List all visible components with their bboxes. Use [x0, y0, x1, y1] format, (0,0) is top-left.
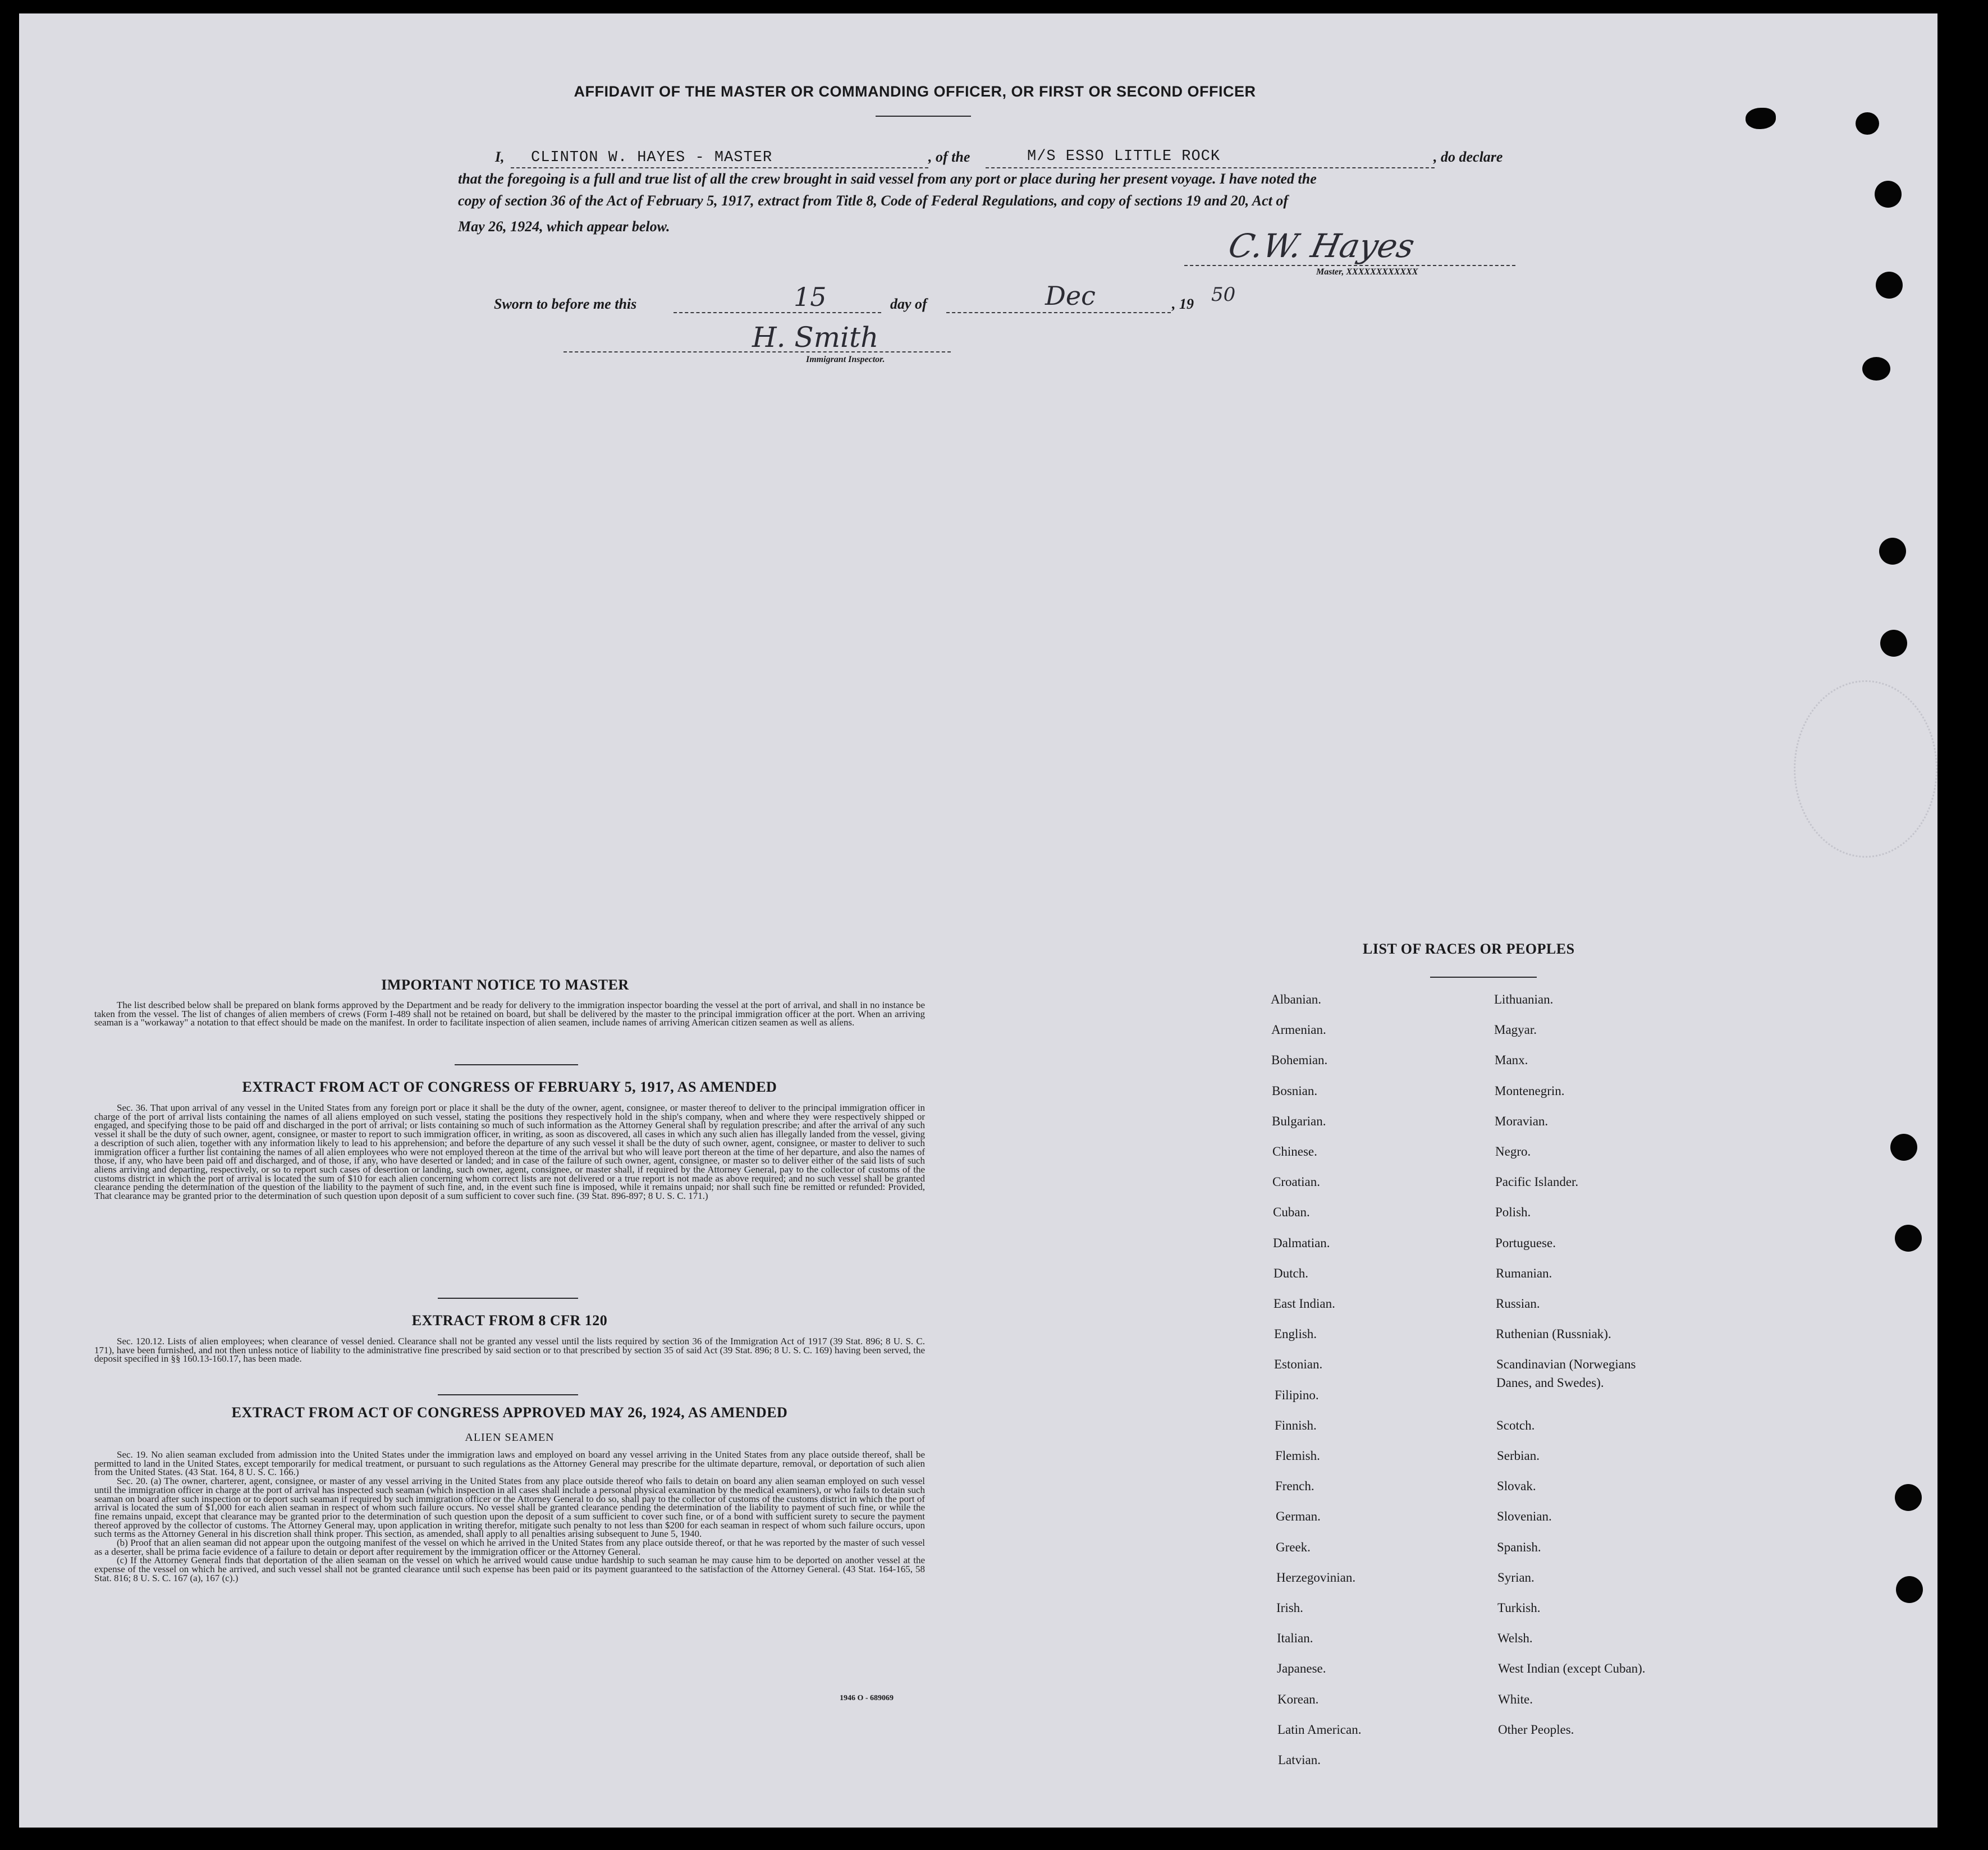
punch-hole	[1876, 272, 1903, 299]
punch-hole	[1896, 1576, 1923, 1603]
sec36-paragraph: Sec. 36. That upon arrival of any vessel in the United States from any foreign port or place it shall be the duty of the owner, agent, consignee, or master thereof to deliver to the principal immigration officer in charge of the port of arrival lists containing the names of all aliens employed on such vessel, stating the positions they respectively hold in the ship's company, when and where they were respectively shipped or engaged, and specifying those to be paid off and discharged in the port of arrival; or lists containing so much of such information as the Attorney General shall by regulation prescribe; and after the arrival of any such vessel it shall be the duty of such owner, agent, consignee, or master to report to such immigration officer, in writing, as soon as discovered, all cases in which any such alien has illegally landed from the vessel, giving a description of such alien, together with any information likely to lead to his apprehension; and before the departure of any such vessel it shall be the duty of such owner, agent, consignee, or master to deliver to such immigration officer a further list containing the names of all alien employees who were not employed thereon at the time of the arrival but who will leave port thereon at the time of her departure, and also the names of those, if any, who have been paid off and discharged, and of those, if any, who have deserted or landed; and in case of the failure of such owner, agent, consignee, or master so to deliver either of the said lists of such aliens arriving and departing, respectively, or so to report such cases of desertion or landing, such owner, agent, consignee, or master shall, if required by the Attorney General, pay to the collector of customs of the customs district in which the port of arrival is located the sum of $10 for each alien concerning whom correct lists are not delivered or a true report is not made as above required; and no such vessel shall be granted clearance pending the determination of the question of the liability to the payment of such fine, and, in the event such fine is imposed, while it remains unpaid; nor shall such fine be remitted or refunded: Provided, That clearance may be granted prior to the determination of such question upon deposit of a sum sufficient to cover such fine. (39 Stat. 896-897; 8 U. S. C. 171.)	[94, 1102, 925, 1202]
sec20a-paragraph: Sec. 20. (a) The owner, charterer, agent, consignee, or master of any vessel arriving in the United States from any place outside thereof who fails to detain on board any alien seaman employed on such vessel until the immigration officer in charge at the port of arrival has inspected such seaman (which inspection in all cases shall include a personal physical examination by the medical examiners), or who fails to detain such seaman on board after such inspection or to deport such seaman if required by such immigration officer or the Attorney General to do so, shall pay to the collector of customs of the customs district in which the port of arrival is located the sum of $1,000 for each alien seaman in respect of whom such failure occurs. No vessel shall be granted clearance pending the determination of the liability to payment of such fine, or while the fine remains unpaid, except that clearance may be granted prior to the determination of such question upon the deposit of a sum sufficient to cover such fine, or of a bond with sufficient surety to secure the payment thereof approved by the collector of customs. The Attorney General may, upon application in writing therefor, mitigate such penalty to not less than $200 for each seaman in respect of whom such failure occurs, upon such terms as the Attorney General in his discretion shall think proper. This section, as amended, shall apply to all penalties arising subsequent to June 5, 1940.	[94, 1476, 925, 1540]
race-item: Finnish.	[1275, 1418, 1317, 1432]
punch-hole	[1875, 181, 1902, 208]
race-item: Filipino.	[1275, 1388, 1319, 1402]
race-item: Korean.	[1277, 1692, 1319, 1706]
race-item: German.	[1276, 1509, 1321, 1523]
race-item: Lithuanian.	[1494, 992, 1554, 1006]
races-title: LIST OF RACES OR PEOPLES	[1363, 941, 1575, 957]
race-item: White.	[1498, 1692, 1533, 1706]
alien-seamen-subtitle: ALIEN SEAMEN	[465, 1431, 555, 1444]
race-item: West Indian (except Cuban).	[1498, 1661, 1646, 1675]
vessel-name: M/S ESSO LITTLE ROCK	[1027, 148, 1221, 165]
sec20b-paragraph: (b) Proof that an alien seaman did not appear upon the outgoing manifest of the vessel on which he arrived in the United States from any place outside thereof, or that he was reported by the master of such vessel as a deserter, shall be prima facie evidence of a failure to detain or deport after requirement by the immigration officer or the Attorney General.	[94, 1537, 925, 1557]
race-item: Flemish.	[1275, 1449, 1320, 1463]
race-item: Pacific Islander.	[1495, 1175, 1579, 1189]
race-item: Turkish.	[1497, 1601, 1541, 1615]
notice-text	[94, 1001, 925, 1027]
race-item: Bohemian.	[1271, 1053, 1328, 1067]
punch-hole	[1879, 538, 1906, 565]
day-of-label: day of	[890, 296, 927, 312]
race-item: Chinese.	[1272, 1144, 1317, 1158]
extract-1924-text	[94, 1450, 925, 1583]
extract-cfr-text	[94, 1337, 925, 1363]
race-item: Bosnian.	[1272, 1084, 1318, 1098]
affidavit-title: AFFIDAVIT OF THE MASTER OR COMMANDING OFFICER, OR FIRST OR SECOND OFFICER	[574, 83, 1256, 100]
race-item: Armenian.	[1271, 1023, 1326, 1037]
master-signature: C.W. Hayes	[1225, 227, 1418, 265]
affidavit-line-3: copy of section 36 of the Act of February 5, 1917, extract from Title 8, Code of Federal Regulations, and copy of sections 19 and 20, Act of	[458, 193, 1288, 209]
race-item: Estonian.	[1274, 1357, 1323, 1371]
race-item: Slovak.	[1497, 1479, 1536, 1493]
sworn-day: 15	[794, 282, 827, 312]
day-line	[674, 312, 881, 313]
race-item: Manx.	[1495, 1053, 1528, 1067]
race-item: Polish.	[1495, 1205, 1531, 1219]
race-item: Spanish.	[1497, 1540, 1541, 1554]
races-rule	[1430, 977, 1537, 978]
punch-hole	[1895, 1484, 1922, 1511]
race-item: Syrian.	[1497, 1570, 1534, 1585]
year-prefix: , 19	[1172, 296, 1194, 312]
extract-1924-title: EXTRACT FROM ACT OF CONGRESS APPROVED MAY 26, 1924, AS AMENDED	[231, 1404, 788, 1421]
race-item: Scandinavian (Norwegians	[1496, 1357, 1636, 1371]
sworn-label: Sworn to before me this	[494, 296, 637, 312]
signature-line	[1184, 265, 1515, 266]
race-item: Negro.	[1495, 1144, 1531, 1158]
extract-cfr-rule	[438, 1394, 578, 1395]
sec20c-paragraph: (c) If the Attorney General finds that deportation of the alien seaman on the vessel on which he arrived would cause undue hardship to such seaman he may cause him to be deported on another vessel at the expense of the vessel on which he arrived, and such vessel shall not be granted clearance until such expense has been paid or its payment guaranteed to the satisfaction of the Attorney General. (43 Stat. 164-165, 58 Stat. 816; 8 U. S. C. 167 (a), 167 (c).)	[94, 1555, 925, 1583]
master-name: CLINTON W. HAYES - MASTER	[531, 149, 773, 166]
race-item: Latvian.	[1278, 1753, 1321, 1767]
year-suffix: 50	[1211, 283, 1236, 306]
race-item: Japanese.	[1277, 1661, 1326, 1675]
inspector-line	[564, 351, 951, 352]
race-item: Serbian.	[1497, 1449, 1540, 1463]
punch-hole	[1890, 1134, 1917, 1161]
race-item: Other Peoples.	[1498, 1723, 1574, 1737]
race-item: Moravian.	[1495, 1114, 1549, 1128]
extract-1917-title: EXTRACT FROM ACT OF CONGRESS OF FEBRUARY 5, 1917, AS AMENDED	[242, 1079, 777, 1095]
inspector-signature: H. Smith	[752, 321, 879, 354]
race-item: East Indian.	[1274, 1297, 1335, 1311]
sec120-paragraph: Sec. 120.12. Lists of alien employees; when clearance of vessel denied. Clearance shall not be granted any vessel until the lists required by section 36 of the Immigration Act of 1917 (39 Stat. 896; 8 U. S. C. 171), have been furnished, and not then unless notice of liability to the administrative fine prescribed by said section or to that prescribed by section 35 of said Act (39 Stat. 896; 8 U. S. C. 169) having been served, the deposit specified in §§ 160.13-160.17, has been made.	[94, 1336, 925, 1364]
punch-hole	[1862, 357, 1890, 381]
race-item: Irish.	[1276, 1601, 1303, 1615]
label-of-the: , of the	[928, 149, 970, 165]
notice-paragraph: The list described below shall be prepared on blank forms approved by the Department and be ready for delivery to the immigration inspector boarding the vessel at the port of arrival, and shall in no instance be taken from the vessel. The list of changes of alien members of crews (Form I-489 shall not be retained on board, but shall be delivered by the master to the principal immigration officer at the port. When an arriving seaman is a "workaway" a notation to that effect should be made on the manifest. In order to facilitate inspection of alien seamen, include names of arriving American citizen seamen as well as aliens.	[94, 1000, 925, 1028]
extract-cfr-title: EXTRACT FROM 8 CFR 120	[411, 1312, 608, 1329]
race-item: Rumanian.	[1496, 1266, 1552, 1280]
print-code: 1946 O - 689069	[840, 1694, 894, 1702]
race-item: Dutch.	[1274, 1266, 1308, 1280]
vessel-line	[986, 167, 1435, 168]
race-item: Magyar.	[1494, 1023, 1537, 1037]
notice-title: IMPORTANT NOTICE TO MASTER	[381, 977, 629, 993]
race-item: English.	[1274, 1327, 1317, 1341]
race-item: Bulgarian.	[1272, 1114, 1326, 1128]
race-item: Welsh.	[1497, 1631, 1533, 1645]
sec19-paragraph: Sec. 19. No alien seaman excluded from admission into the United States under the immigration laws and employed on board any vessel arriving in the United States from any place outside thereof, shall be permitted to land in the United States, except temporarily for medical treatment, or pursuant to such regulations as the Attorney General may prescribe for the ultimate departure, removal, or deportation of such alien from the United States. (43 Stat. 164, 8 U. S. C. 166.)	[94, 1449, 925, 1478]
race-item: Greek.	[1276, 1540, 1311, 1554]
faded-stamp	[1794, 680, 1937, 858]
race-item: Ruthenian (Russniak).	[1496, 1327, 1611, 1341]
race-item: Portuguese.	[1495, 1236, 1556, 1250]
race-item: Croatian.	[1272, 1175, 1320, 1189]
month-line	[946, 312, 1171, 313]
label-declare: , do declare	[1433, 149, 1503, 165]
race-item: Albanian.	[1271, 992, 1322, 1006]
extract-1917-text	[94, 1103, 925, 1201]
affidavit-line-2: that the foregoing is a full and true list of all the crew brought in said vessel from any port or place during her present voyage. I have noted the	[458, 171, 1317, 187]
race-item: Latin American.	[1277, 1723, 1362, 1737]
race-item: Russian.	[1496, 1297, 1540, 1311]
race-item: Cuban.	[1273, 1205, 1310, 1219]
label-i: I,	[495, 149, 505, 165]
notice-rule	[455, 1064, 578, 1065]
race-item: Scotch.	[1496, 1418, 1535, 1432]
race-item: Herzegovinian.	[1276, 1570, 1356, 1585]
extract-1917-rule	[438, 1298, 578, 1299]
race-item: French.	[1275, 1479, 1314, 1493]
master-caption: Master, XXXXXXXXXXXX	[1316, 267, 1418, 277]
race-item: Italian.	[1277, 1631, 1313, 1645]
race-item: Danes, and Swedes).	[1496, 1376, 1604, 1390]
affidavit-line-4: May 26, 1924, which appear below.	[458, 218, 670, 235]
punch-hole	[1746, 108, 1776, 129]
punch-hole	[1880, 630, 1907, 657]
race-item: Dalmatian.	[1273, 1236, 1330, 1250]
race-item: Montenegrin.	[1495, 1084, 1565, 1098]
punch-hole	[1856, 112, 1879, 135]
inspector-caption: Immigrant Inspector.	[806, 355, 885, 364]
race-item: Slovenian.	[1497, 1509, 1552, 1523]
punch-hole	[1895, 1225, 1922, 1252]
name-line	[511, 167, 928, 168]
title-rule	[876, 116, 971, 117]
sworn-month: Dec	[1045, 281, 1096, 311]
